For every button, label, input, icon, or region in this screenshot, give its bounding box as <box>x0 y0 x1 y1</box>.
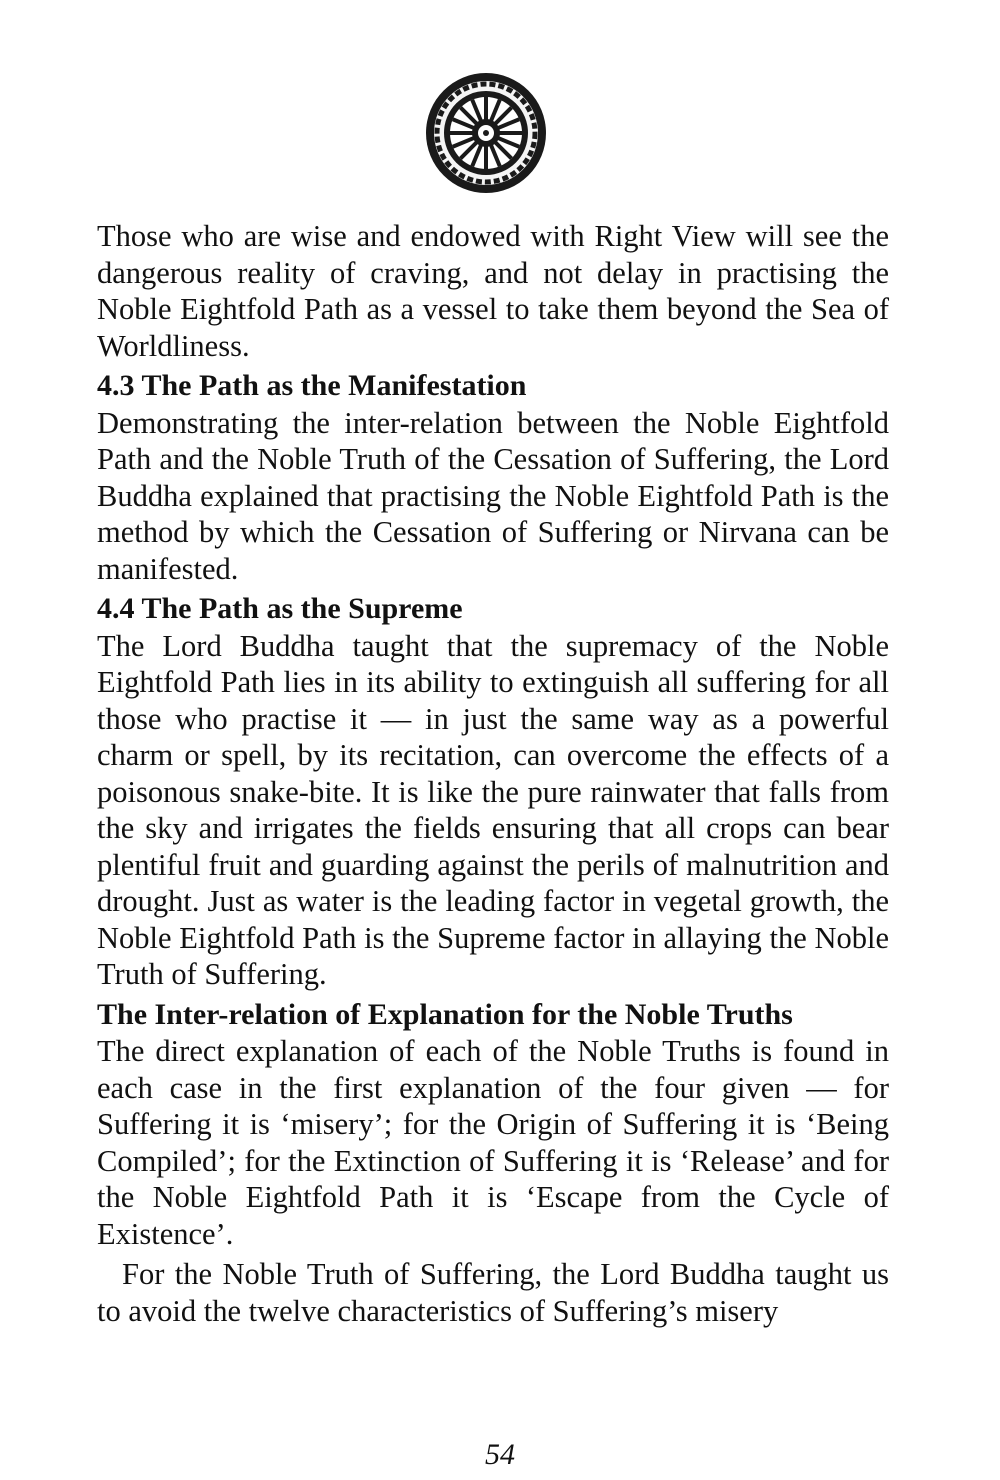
page-body <box>97 218 889 1329</box>
section-4-3-paragraph: Demonstrating the inter-relation between the Noble Eightfold Path and the Noble Truth of the Cessation of Suffering, the Lord Buddha explained that practising the Noble Eightfold Path is the method by which the Cessation of Suffering or Nirvana can be manifested. <box>97 405 889 586</box>
section-4-4-paragraph: The Lord Buddha taught that the supremacy of the Noble Eightfold Path lies in its ability to extinguish all suffering for all those who practise it — in just the same way as a powerful charm or spell, by its recitation, can overcome the effects of a poisonous snake-bite. It is like the pure rainwater that falls from the sky and irrigates the fields ensuring that all crops can bear plentiful fruit and guarding against the perils of malnutrition and drought. Just as water is the leading factor in vegetal growth, the Noble Eightfold Path is the Supreme factor in allaying the Noble Truth of Suffering. <box>97 628 889 991</box>
section-4-4-heading: 4.4 The Path as the Supreme <box>97 592 463 625</box>
section-4-3-heading: 4.3 The Path as the Manifestation <box>97 369 527 402</box>
final-paragraph: For the Noble Truth of Suffering, the Lord Buddha taught us to avoid the twelve characteristics of Suffering’s misery <box>97 1257 889 1328</box>
inter-relation-heading: The Inter-relation of Explanation for the Noble Truths <box>97 997 793 1031</box>
intro-paragraph: Those who are wise and endowed with Right View will see the dangerous reality of craving, and not delay in practising the Noble Eightfold Path as a vessel to take them beyond the Sea of Worldliness. <box>97 219 889 363</box>
inter-relation-paragraph: The direct explanation of each of the Noble Truths is found in each case in the first explanation of the four given — for Suffering it is ‘misery’; for the Origin of Suffering it is ‘Being Compiled’; for the Extinction of Suffering it is ‘Release’ and for the Noble Eightfold Path it is ‘Escape from the Cycle of Existence’. <box>97 1034 889 1251</box>
page-number: 54 <box>485 1438 515 1471</box>
dharma-wheel-icon <box>421 68 551 198</box>
